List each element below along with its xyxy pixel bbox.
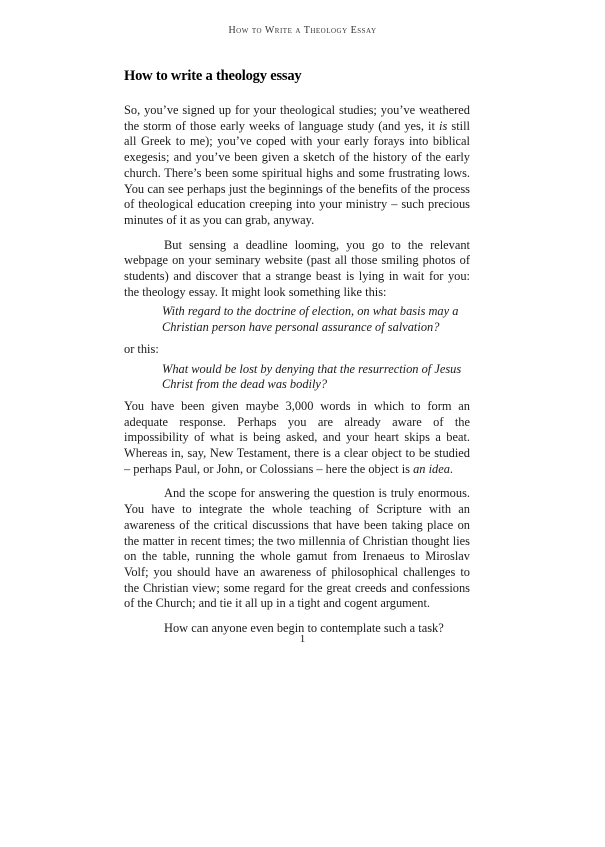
body-text (124, 103, 470, 637)
paragraph-5: How can anyone even begin to contemplate such a task? (164, 621, 444, 636)
paragraph-3 (124, 399, 470, 478)
paragraph-3-emphasis: an idea (413, 461, 450, 476)
paragraph-1 (124, 103, 470, 229)
section-title: How to write a theology essay (124, 68, 302, 84)
paragraph-2: But sensing a deadline looming, you go to the relevant webpage on your seminary website (past all those smiling photos of students) and discover that a strange beast is lying in wait for you: the theology essay. It might look something like this: (124, 237, 470, 299)
page-number: 1 (299, 633, 306, 645)
paragraph-4: And the scope for answering the question is truly enormous. You have to integrate the whole teaching of Scripture with an awareness of the critical discussions that have been taking place on the matter in recent times; the two millennia of Christian thought lies on the table, running the whole gamut from Irenaeus to Miroslav Volf; you should have an awareness of philosophical challenges to the Christian view; some regard for the great creeds and confessions of the Church; and tie it all up in a tight and cogent argument. (124, 486, 470, 611)
paragraph-3-text-a: You have been given maybe 3,000 words in which to form an adequate response. Perhaps you are already aware of the impossibility of what is being asked, and your heart skips a beat. Whereas in, say, New Testament, there is a clear object to be studied – perhaps Paul, or John, or Colossians – here the object is (124, 398, 470, 476)
running-head: How to Write a Theology Essay (228, 25, 377, 36)
paragraph-1-text-b: still all Greek to me); you’ve coped with your early forays into biblical exegesis; and you’ve been given a sketch of the history of the early church. There’s been some spiritual highs and some frustrating lows. You can see perhaps just the beginnings of the benefits of the process of theological education creeping into your ministry – such precious minutes of it as you can grab, anyway. (124, 118, 470, 227)
paragraph-1-text-a: So, you’ve signed up for your theological studies; you’ve weathered the storm of those early weeks of language study (and yes, it (124, 103, 470, 133)
or-this-line: or this: (124, 341, 159, 356)
paragraph-1-emphasis: is (439, 118, 448, 133)
paragraph-3-text-b: . (449, 461, 454, 476)
block-quote-2: What would be lost by denying that the resurrection of Jesus Christ from the dead was bodily? (162, 361, 462, 392)
block-quote-1: With regard to the doctrine of election, on what basis may a Christian person have personal assurance of salvation? (162, 304, 459, 335)
